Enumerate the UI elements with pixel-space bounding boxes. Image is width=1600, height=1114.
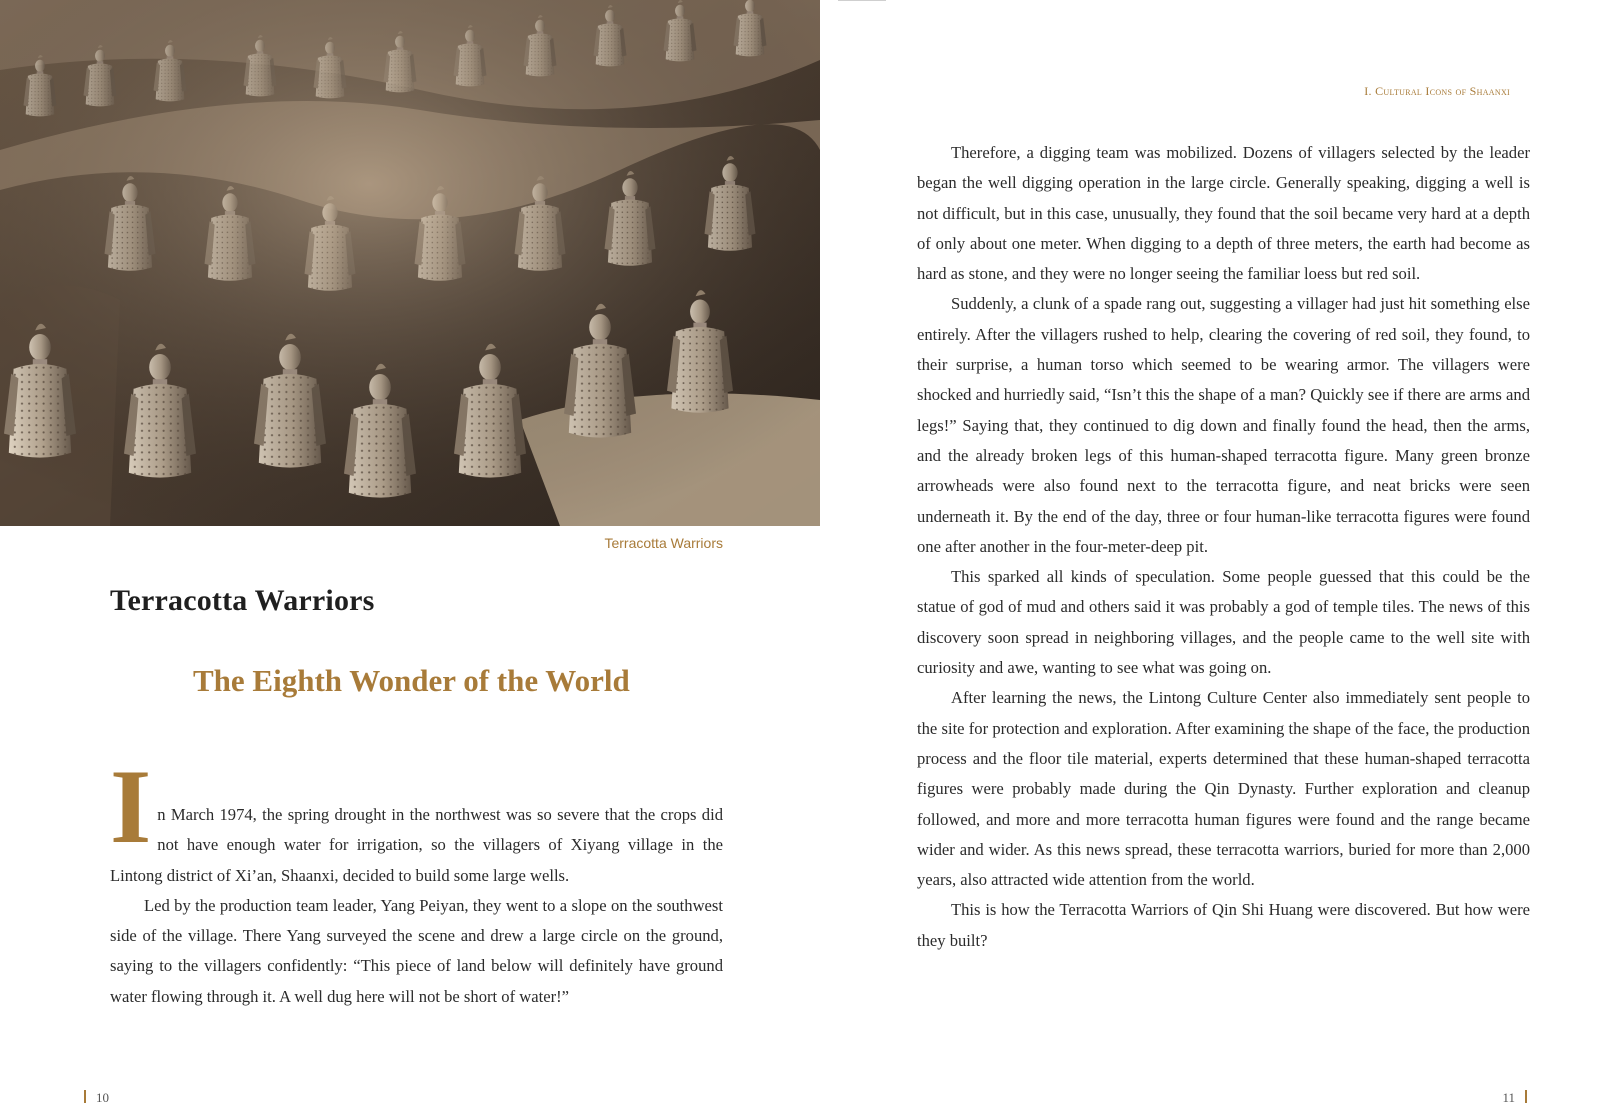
page-number-text: 11	[1502, 1090, 1515, 1105]
page-number-right	[1502, 1090, 1527, 1106]
section-subtitle: The Eighth Wonder of the World	[193, 663, 630, 698]
left-body-text	[110, 748, 723, 1012]
page-number-left	[84, 1090, 109, 1106]
right-body-text	[917, 138, 1530, 956]
chapter-title: Terracotta Warriors	[110, 584, 375, 617]
paragraph: After learning the news, the Lintong Culture Center also immediately sent people to the site for protection and exploration. After examining the shape of the face, the production process and the floor tile material, experts determined that these human-shaped terracotta figures were probably made during the Qin Dynasty. Further exploration and cleanup followed, and more and more terracotta human figures were found and the range became wider and wider. As this news spread, these terracotta warriors, buried for more than 2,000 years, also attracted wide attention from the world.	[917, 688, 1530, 890]
paragraph: Therefore, a digging team was mobilized. Dozens of villagers selected by the leader began the well digging operation in the large circle. Generally speaking, digging a well is not difficult, but in this case, unusually, they found that the soil became very hard at a depth of only about one meter. When digging to a depth of three meters, the earth had become as hard as stone, and they were no longer seeing the familiar loess but red soil.	[917, 143, 1530, 284]
running-head: I. Cultural Icons of Shaanxi	[1364, 84, 1510, 98]
paragraph: This sparked all kinds of speculation. Some people guessed that this could be the statue of god of mud and others said it was probably a god of temple tiles. The news of this discovery soon spread in neighboring villages, and the people came to the well site with curiosity and awe, wanting to see what was going on.	[917, 567, 1530, 678]
right-page	[820, 0, 1600, 1114]
page-number-text: 10	[96, 1090, 109, 1105]
drop-cap: I	[110, 748, 152, 865]
photo-caption: Terracotta Warriors	[604, 535, 723, 551]
terracotta-warriors-photo	[0, 0, 820, 526]
folio-marker	[84, 1090, 86, 1103]
paragraph: Led by the production team leader, Yang Peiyan, they went to a slope on the southwest side of the village. There Yang surveyed the scene and drew a large circle on the ground, saying to the villagers confidently: “This piece of land below will definitely have ground water flowing through it. A well dug here will not be short of water!”	[110, 895, 723, 1006]
photo-illustration	[0, 0, 820, 526]
paragraph-text: n March 1974, the spring drought in the northwest was so severe that the crops did not have enough water for irrigation, so the villagers of Xiyang village in the Lintong district of Xi’an, Shaanxi, decided to build some large wells.	[110, 805, 723, 885]
paragraph	[110, 748, 723, 891]
paragraph: This is how the Terracotta Warriors of Qin Shi Huang were discovered. But how were they built?	[917, 900, 1530, 950]
folio-marker	[1525, 1090, 1527, 1103]
paragraph: Suddenly, a clunk of a spade rang out, suggesting a villager had just hit something else entirely. After the villagers rushed to help, clearing the covering of red soil, they found, to their surprise, a human torso which seemed to be wearing armor. The villagers were shocked and hurriedly said, “Isn’t this the shape of a man? Quickly see if there are arms and legs!” Saying that, they continued to dig down and finally found the head, then the arms, and the already broken legs of this human-shaped terracotta figure. Many green bronze arrowheads were also found next to the terracotta figure, and neat bricks were seen underneath it. By the end of the day, three or four human-like terracotta figures were found one after another in the four-meter-deep pit.	[917, 294, 1530, 556]
